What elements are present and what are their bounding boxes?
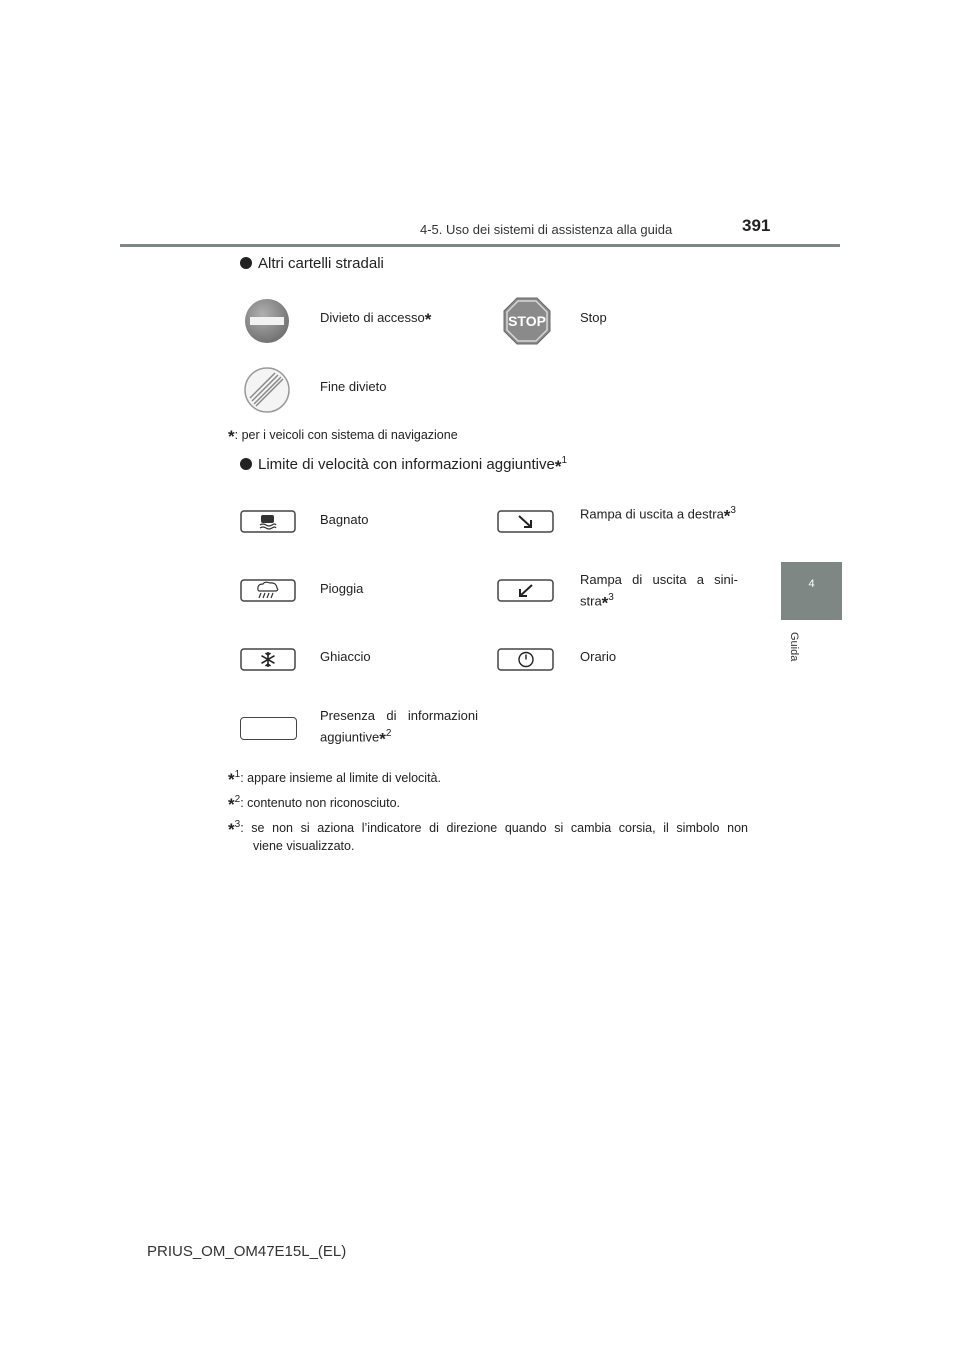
document-code: PRIUS_OM_OM47E15L_(EL) [147,1243,347,1260]
no-entry-sign-icon [244,298,290,344]
info-label-exit-left: Rampa di uscita a sini- stra*$^3$ [580,572,738,613]
info-label-ice: Ghiaccio [320,649,371,664]
footnote-3: *$^3$: se non si aziona l’indicatore di direzione quando si cambia corsia, il simbolo non viene visualizzato. [228,819,748,854]
footnote-2: *$^2$: contenuto non riconosciuto. [228,794,401,815]
snowflake-icon [240,648,296,671]
info-label-time: Orario [580,649,617,664]
footnote-navigation: *: per i veicoli con sistema di navigazione [228,427,458,446]
info-label-exit-right: Rampa di uscita a destra*$^3$ [580,505,736,526]
footnote-1: *$^1$: appare insieme al limite di velocità. [228,769,441,790]
chapter-label: Guida [788,632,800,662]
svg-text:STOP: STOP [508,313,546,329]
bullet-icon [240,257,252,269]
header-divider [120,244,840,247]
bullet-icon [240,458,252,470]
section-heading-other-signs: Altri cartelli stradali [240,255,384,272]
sign-label-end-of-restriction: Fine divieto [320,379,387,394]
sign-label-stop: Stop [580,310,607,325]
exit-right-arrow-icon [497,510,554,533]
wet-road-icon [240,510,296,533]
info-label-wet: Bagnato [320,512,369,527]
blank-panel-icon [240,717,297,740]
clock-icon [497,648,554,671]
sign-label-no-entry: Divieto di accesso* [320,310,432,329]
section-title: 4-5. Uso dei sistemi di assistenza alla guida [420,222,673,237]
info-label-rain: Pioggia [320,581,364,596]
end-of-restriction-sign-icon [244,367,290,413]
info-label-additional-info: Presenza di informazioni aggiuntive*$^2$ [320,708,478,749]
stop-sign-icon [503,297,551,345]
page-number: 391 [742,216,771,235]
chapter-number: 4 [808,578,815,590]
section-heading-speed-limit-info: Limite di velocità con informazioni aggiuntive*$^1$ [240,455,567,477]
chapter-tab [781,562,842,620]
exit-left-arrow-icon [497,579,554,602]
rain-icon [240,579,296,602]
